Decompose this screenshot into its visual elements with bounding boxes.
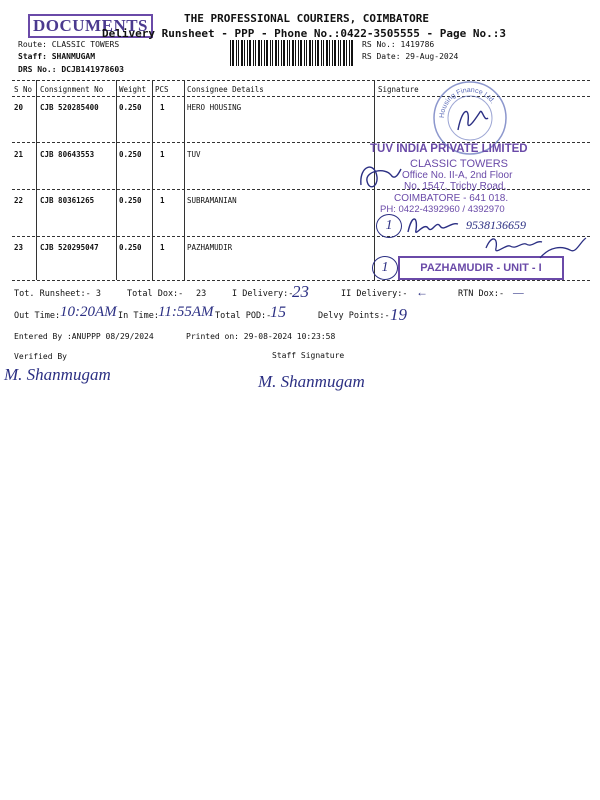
tuv-stamp-line: No. 1547, Trichy Road, xyxy=(404,181,507,192)
in-time-label: In Time: xyxy=(118,311,159,321)
tuv-stamp-line: TUV INDIA PRIVATE LIMITED xyxy=(370,143,528,155)
staff-label: Staff: SHANMUGAM xyxy=(18,52,96,61)
row-weight: 0.250 xyxy=(119,103,142,112)
row-consignee: TUV xyxy=(187,150,201,159)
staff-signature-label: Staff Signature xyxy=(272,351,345,360)
total-pod-value: 15 xyxy=(270,304,286,321)
ii-delivery-value: ← xyxy=(416,285,428,299)
signature-pazhamudir xyxy=(480,228,590,266)
tot-runsheet: Tot. Runsheet:- 3 xyxy=(14,289,101,299)
row-consignment: CJB 520295047 xyxy=(40,243,99,252)
out-time-value: 10:20AM xyxy=(60,304,117,320)
col-divider xyxy=(116,80,117,280)
col-divider xyxy=(36,80,37,280)
row-pcs: 1 xyxy=(160,150,165,159)
row-sno: 21 xyxy=(14,150,24,159)
verified-signature: M. Shanmugam xyxy=(4,365,111,384)
row-consignment: CJB 80361265 xyxy=(40,196,95,205)
row-consignment: CJB 520285400 xyxy=(40,103,99,112)
out-time-label: Out Time: xyxy=(14,311,61,321)
header-sno: S No xyxy=(14,85,33,94)
rs-number: RS No.: 1419786 xyxy=(362,40,435,49)
i-delivery-value: 23 xyxy=(292,282,309,301)
printed-on: Printed on: 29-08-2024 10:23:58 xyxy=(186,332,336,341)
header-consignment: Consignment No xyxy=(40,85,104,94)
in-time-value: 11:55AM xyxy=(158,304,214,320)
delvy-points-value: 19 xyxy=(390,305,407,324)
tuv-stamp-line: PH: 0422-4392960 / 4392970 xyxy=(380,204,505,215)
tuv-stamp-line: Office No. II-A, 2nd Floor xyxy=(402,170,513,181)
tuv-stamp-line: CLASSIC TOWERS xyxy=(410,158,509,170)
header-pcs: PCS xyxy=(155,85,169,94)
table-bottom-rule xyxy=(12,280,590,281)
delvy-points-label: Delvy Points:- xyxy=(318,311,390,321)
drs-number: DRS No.: DCJB141978603 xyxy=(18,65,124,74)
row-consignment: CJB 80643553 xyxy=(40,150,95,159)
row-pcs: 1 xyxy=(160,196,165,205)
row-pcs: 1 xyxy=(160,243,165,252)
rtn-dox-label: RTN Dox:- xyxy=(458,289,505,299)
barcode xyxy=(230,40,355,68)
row-weight: 0.250 xyxy=(119,243,142,252)
header-signature: Signature xyxy=(378,85,419,94)
verified-by: Verified By xyxy=(14,352,67,361)
row-consignee: PAZHAMUDIR xyxy=(187,243,233,252)
staff-signature: M. Shanmugam xyxy=(258,372,365,391)
header-consignee: Consignee Details xyxy=(187,85,264,94)
rtn-dox-value: — xyxy=(513,285,524,299)
documents-stamp: DOCUMENTS xyxy=(28,14,153,38)
ii-delivery-label: II Delivery:- xyxy=(341,289,408,299)
handwritten-count: 1 xyxy=(372,256,398,280)
runsheet-subtitle: Delivery Runsheet - PPP - Phone No.:0422-3505555 - Page No.:3 xyxy=(102,27,506,40)
handwritten-count: 1 xyxy=(376,214,402,238)
row-weight: 0.250 xyxy=(119,150,142,159)
header-weight: Weight xyxy=(119,85,147,94)
signature-tuv xyxy=(355,155,405,195)
row-sno: 22 xyxy=(14,196,24,205)
row-pcs: 1 xyxy=(160,103,165,112)
col-divider xyxy=(184,80,185,280)
round-stamp-text: Housing Finance Ltd. xyxy=(438,86,496,119)
total-dox-label: Total Dox:- xyxy=(127,289,184,299)
i-delivery-label: I Delivery:- xyxy=(232,289,294,299)
row-weight: 0.250 xyxy=(119,196,142,205)
route-label: Route: CLASSIC TOWERS xyxy=(18,40,120,49)
tuv-stamp-line: COIMBATORE - 641 018. xyxy=(394,193,509,204)
col-divider xyxy=(152,80,153,280)
handwritten-phone: 9538136659 xyxy=(466,218,526,232)
pazhamudir-stamp: PAZHAMUDIR - UNIT - I xyxy=(398,256,564,280)
total-dox-value: 23 xyxy=(196,289,207,299)
total-pod-label: Total POD:- xyxy=(215,311,272,321)
entered-by: Entered By :ANUPPP 08/29/2024 xyxy=(14,332,154,341)
signature-subramanian xyxy=(404,210,464,240)
row-sno: 23 xyxy=(14,243,24,252)
rs-date: RS Date: 29-Aug-2024 xyxy=(362,52,459,61)
row-consignee: HERO HOUSING xyxy=(187,103,242,112)
company-title: THE PROFESSIONAL COURIERS, COIMBATORE xyxy=(184,12,430,25)
row-consignee: SUBRAMANIAN xyxy=(187,196,237,205)
row-sno: 20 xyxy=(14,103,24,112)
